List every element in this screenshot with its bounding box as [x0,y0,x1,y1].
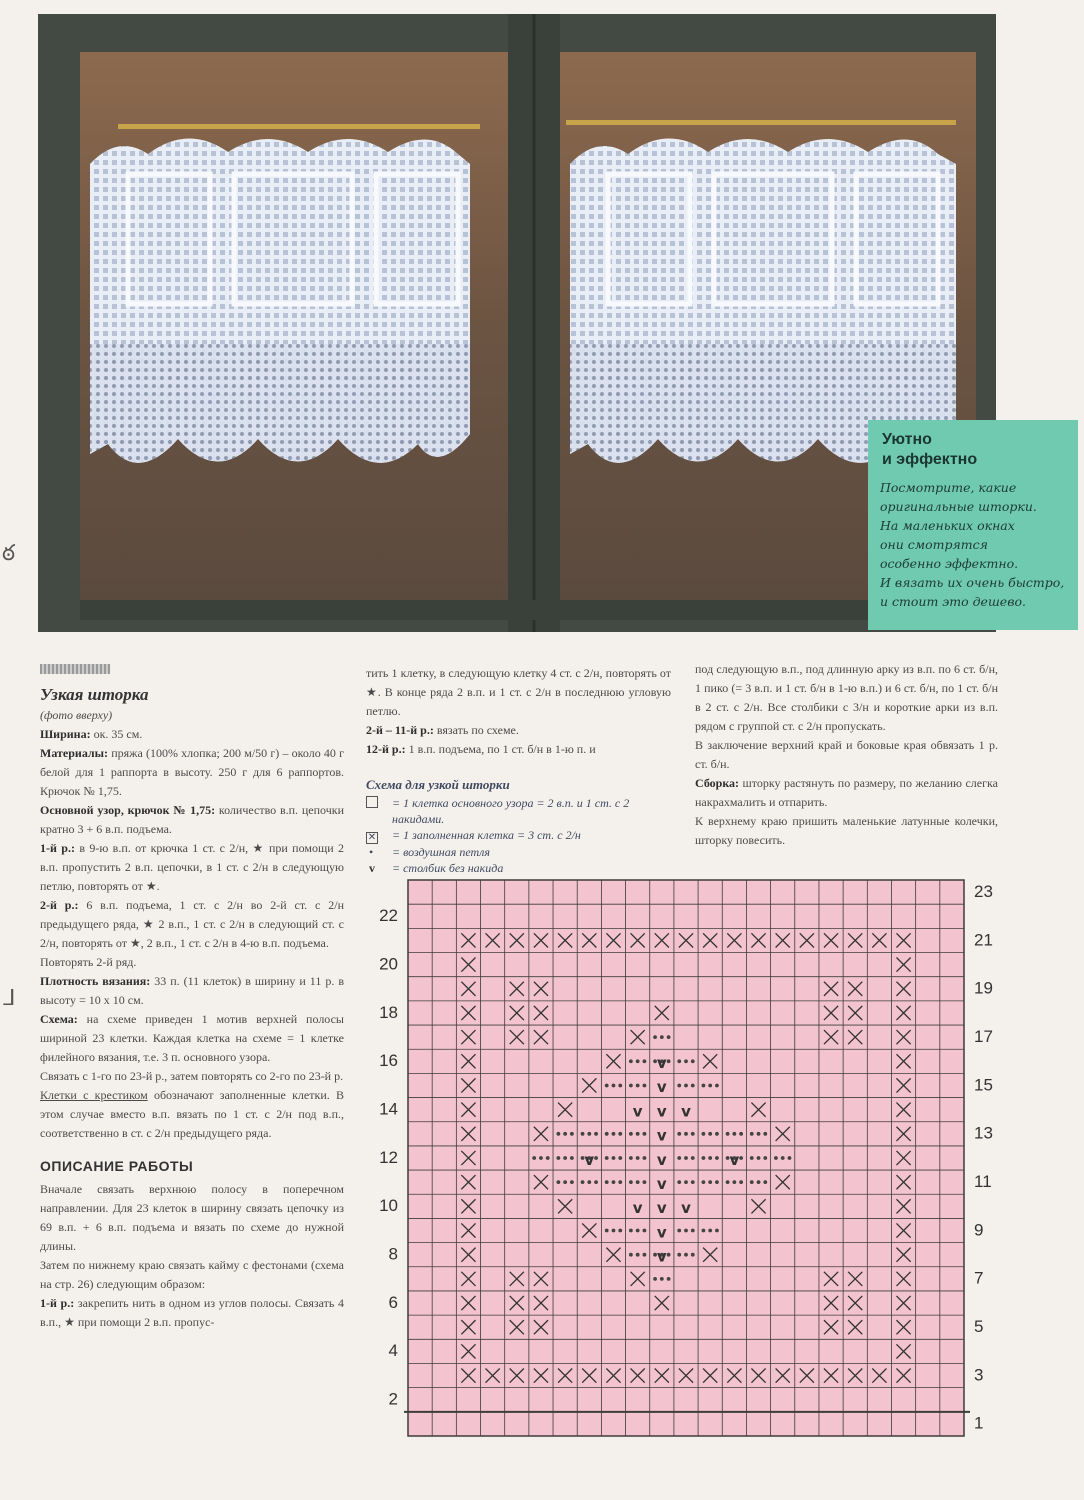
article-title: Узкая шторка [40,685,149,704]
row-label-left: 8 [388,1244,398,1264]
label: Ширина: [40,727,91,741]
paragraph [366,740,671,759]
chain-dot-mark [691,1253,695,1257]
chain-dot-mark [556,1132,560,1136]
chain-dot-mark [643,1132,647,1136]
chain-dot-mark [684,1156,688,1160]
chain-dot-mark [781,1156,785,1160]
row-label-right: 21 [974,930,993,950]
chain-dot-mark [653,1277,657,1281]
chain-dot-mark [612,1132,616,1136]
chain-dot-mark [708,1156,712,1160]
crochet-chart [362,870,1002,1445]
article-subtitle: (фото вверху) [40,708,113,722]
chain-dot-mark [715,1180,719,1184]
callout-title [882,430,1066,470]
chain-dot-mark [702,1156,706,1160]
chain-dot-mark [618,1229,622,1233]
sc-v-mark: v [656,1126,667,1145]
chain-dot-mark [636,1084,640,1088]
chain-dot-mark [667,1277,671,1281]
chain-dot-mark [563,1132,567,1136]
paragraph [40,744,344,801]
sc-v-mark: v [681,1102,691,1121]
chain-dot-mark [684,1059,688,1063]
sc-v-mark: v [656,1102,667,1121]
label: Сборка: [695,776,740,790]
chain-dot-mark [667,1035,671,1039]
paragraph [695,774,998,812]
chain-dot-mark [618,1180,622,1184]
sc-v-mark: v [681,1199,691,1218]
curtain-photo [38,14,996,632]
chain-dot-mark [587,1132,591,1136]
chain-dot-mark [732,1132,736,1136]
chain-dot-mark [691,1132,695,1136]
chain-dot-mark [684,1229,688,1233]
sc-v-mark: v [729,1150,740,1169]
paragraph: К верхнему краю пришить маленькие латунные колечки, шторку повесить. [695,814,998,847]
chain-dot-mark [636,1253,640,1257]
chain-dot-mark [612,1084,616,1088]
chain-dot-mark [702,1132,706,1136]
chain-dot-mark [605,1180,609,1184]
chain-dot-mark [643,1084,647,1088]
paragraph [40,725,344,744]
value: 33 п. (11 клеток) в ширину и 11 р. в высоту = 10 х 10 см. [40,974,344,1007]
chain-dot-mark [667,1059,671,1063]
chain-dot-mark [757,1156,761,1160]
chain-dot-mark [643,1180,647,1184]
v-icon: v [369,861,375,875]
row-label-right: 1 [974,1413,984,1433]
chain-dot-mark [691,1229,695,1233]
value: ок. 35 см. [90,727,143,741]
row-label-left: 10 [379,1196,398,1216]
chain-dot-mark [629,1156,633,1160]
chain-dot-mark [715,1084,719,1088]
chain-dot-mark [629,1180,633,1184]
paragraph [366,721,671,740]
chain-dot-mark [757,1180,761,1184]
paragraph [40,801,344,839]
label: 1-й р.: [40,841,75,855]
chain-dot-mark [677,1253,681,1257]
chain-dot-mark [636,1229,640,1233]
paragraph [40,1010,344,1067]
value: закрепить нить в одном из углов полосы. Связать 4 в.п., ★ при помощи 2 в.п. пропус- [40,1296,344,1329]
callout-title-line: и эффектно [882,451,978,468]
article-column-2 [366,664,671,876]
row-label-left: 20 [379,954,398,974]
value: 1 в.п. подъема, по 1 ст. б/н в 1-ю п. и [405,742,596,756]
chart-legend [366,777,671,876]
chain-dot-mark [532,1156,536,1160]
chain-dot-mark [702,1229,706,1233]
row-label-right: 9 [974,1220,984,1240]
chain-dot-mark [684,1180,688,1184]
callout-text-line: особенно эффектно. [880,556,1019,571]
label: 2-й – 11-й р.: [366,723,434,737]
legend-item [366,795,671,827]
chain-dot-mark [739,1132,743,1136]
label: Плотность вязания: [40,974,151,988]
chain-dot-mark [629,1059,633,1063]
callout-text-line: И вязать их очень быстро, [880,575,1065,590]
chain-dot-mark [691,1084,695,1088]
value: обозначают заполненные клетки. В этом случае вместо в.п. вязать по 1 ст. с 2/н под в.п., соответственно в ст. с 2/н предыдущего ряда. [40,1088,344,1140]
row-label-left: 16 [379,1051,398,1071]
row-label-right: 13 [974,1123,993,1143]
row-label-left: 2 [388,1389,398,1409]
chain-dot-mark [726,1180,730,1184]
paragraph: тить 1 клетку, в следующую клетку 4 ст. с 2/н, повторять от ★. В конце ряда 2 в.п. и 1 ст. с 2/н в последнюю угловую петлю. [366,666,671,718]
label: Схема: [40,1012,78,1026]
legend-text: = 1 клетка основного узора = 2 в.п. и 1 ст. с 2 накидами. [392,796,630,826]
chain-dot-mark [570,1132,574,1136]
paragraph: Связать с 1-го по 23-й р., затем повторять со 2-го по 23-й р. [40,1069,344,1083]
chain-dot-mark [581,1132,585,1136]
chain-dot-mark [677,1229,681,1233]
chain-dot-mark [636,1132,640,1136]
chain-dot-mark [643,1229,647,1233]
chain-dot-mark [763,1180,767,1184]
value: пряжа (100% хлопка; 200 м/50 г) – около 40 г белой для 1 раппорта в высоту. 250 г для 6 раппортов. Крючок № 1,75. [40,746,344,798]
chain-dot-mark [556,1156,560,1160]
row-label-right: 19 [974,978,993,998]
chain-dot-mark [556,1180,560,1184]
chain-dot-mark [691,1180,695,1184]
chain-dot-mark [732,1180,736,1184]
paragraph: под следующую в.п., под длинную арку из в.п. по 6 ст. б/н, 1 пико (= 3 в.п. и 1 ст. б/н в 1-ю в.п.) и 6 ст. б/н, по 1 ст. б/н в 2 ст. с 2/н. Все столбики с 3/н и короткие арки из в.п. рядом с группой ст. с 2/н пропускать. [695,662,998,733]
legend-item [366,844,671,860]
label: 2-й р.: [40,898,79,912]
callout-title-line: Уютно [882,431,932,448]
chain-dot-mark [594,1156,598,1160]
chain-dot-mark [605,1132,609,1136]
chain-dot-mark [563,1180,567,1184]
empty-cell-icon [366,795,392,811]
row-label-left: 12 [379,1147,398,1167]
chain-dot-mark [546,1156,550,1160]
chain-dot-mark [581,1180,585,1184]
value: количество в.п. цепочки кратно 3 + 6 в.п. подъема. [40,803,344,836]
chain-dot-mark [739,1156,743,1160]
sc-v-mark: v [632,1199,643,1218]
chain-dot-mark [763,1132,767,1136]
callout-text [880,478,1066,611]
chain-dot-mark [636,1156,640,1160]
callout-text-line: они смотрятся [880,537,988,552]
chain-dot-mark [715,1156,719,1160]
chain-dot-mark [636,1180,640,1184]
row-label-right: 3 [974,1365,984,1385]
sc-v-mark: v [584,1150,595,1169]
chain-dot-mark [684,1253,688,1257]
chain-dot-mark [612,1229,616,1233]
chain-dot-mark [750,1180,754,1184]
paragraph: Повторять 2-й ряд. [40,955,137,969]
chain-dot-mark [605,1156,609,1160]
chain-dot-mark [570,1156,574,1160]
chain-dot-mark [629,1253,633,1257]
chain-dot-mark [539,1156,543,1160]
paragraph: Затем по нижнему краю связать кайму с фестонами (схема на стр. 26) следующим образом: [40,1258,344,1291]
chain-dot-mark [684,1084,688,1088]
sc-v-mark: v [656,1078,667,1097]
filled-cell-icon: ✕ [367,832,377,843]
paragraph: В заключение верхний край и боковые края обвязать 1 р. ст. б/н. [695,738,998,771]
chain-dot-mark [618,1084,622,1088]
value: 6 в.п. подъема, 1 ст. с 2/н во 2-й ст. с 2/н предыдущего ряда, ★ 2 в.п., 1 ст. с 2/н в следующий ст. с 2/н, повторять от ★, 2 в.п., 1 ст. с 2/н в 4-ю в.п. подъема. [40,898,344,950]
chain-dot-mark [612,1156,616,1160]
label: Клетки с крестиком [40,1088,148,1102]
chain-dot-mark [708,1132,712,1136]
margin-mark: ఠ [2,540,16,565]
row-label-left: 6 [388,1292,398,1312]
chain-dot-mark [594,1132,598,1136]
chain-dot-mark [563,1156,567,1160]
row-label-left: 18 [379,1002,398,1022]
legend-text: = воздушная петля [392,845,490,859]
chain-dot-mark [774,1156,778,1160]
chain-dot-mark [667,1253,671,1257]
chain-dot-mark [677,1180,681,1184]
legend-text: = 1 заполненная клетка = 3 ст. с 2/н [392,828,581,842]
chain-dot-mark [618,1132,622,1136]
chain-dot-mark [708,1180,712,1184]
chain-dot-mark [605,1229,609,1233]
value: в 9-ю в.п. от крючка 1 ст. с 2/н, ★ при помощи 2 в.п. пропустить 2 в.п. цепочки, в 1 ст. с 2/н в следующую петлю, повторять от ★. [40,841,344,893]
chain-dot-mark [629,1084,633,1088]
chain-dot-mark [605,1084,609,1088]
chain-dot-mark [677,1084,681,1088]
chain-dot-mark [677,1132,681,1136]
sc-v-mark: v [656,1199,667,1218]
dot-icon: • [366,845,374,859]
paragraph [40,839,344,896]
callout-box [868,420,1078,630]
chain-dot-mark [757,1132,761,1136]
section-heading: ОПИСАНИЕ РАБОТЫ [40,1158,194,1174]
row-label-right: 17 [974,1026,993,1046]
chain-dot-mark [677,1156,681,1160]
label: Основной узор, крючок № 1,75: [40,803,216,817]
chain-dot-mark [702,1180,706,1184]
chain-dot-mark [715,1132,719,1136]
chain-dot-mark [618,1156,622,1160]
chain-dot-mark [708,1229,712,1233]
paragraph [40,1086,344,1143]
callout-text-line: оригинальные шторки. [880,499,1037,514]
chain-dot-mark [739,1180,743,1184]
sc-v-mark: v [656,1223,667,1242]
value: на схеме приведен 1 мотив верхней полосы шириной 23 клетки. Каждая клетка на схеме = 1 клетке филейного вязания, т.е. 3 п. основного узора. [40,1012,344,1064]
chain-dot-mark [629,1132,633,1136]
callout-text-line: Посмотрите, какие [880,480,1017,495]
section-tab [40,664,110,674]
chain-dot-mark [750,1156,754,1160]
sc-v-mark: v [656,1054,667,1073]
paragraph [40,1294,344,1332]
sc-v-mark: v [656,1174,667,1193]
sc-v-mark: v [632,1102,643,1121]
chain-dot-mark [788,1156,792,1160]
chain-dot-mark [691,1059,695,1063]
legend-text: = столбик без накида [392,861,504,875]
sc-v-mark: v [656,1150,667,1169]
chain-dot-mark [594,1180,598,1184]
article-column-3 [695,660,998,850]
chain-dot-mark [702,1084,706,1088]
chain-dot-mark [629,1229,633,1233]
value: шторку растянуть по размеру, по желанию слегка накрахмалить и отпарить. [695,776,998,809]
label: 12-й р.: [366,742,406,756]
chain-dot-mark [763,1156,767,1160]
row-label-left: 22 [379,906,398,926]
chain-dot-mark [643,1059,647,1063]
chain-dot-mark [708,1084,712,1088]
chain-dot-mark [643,1156,647,1160]
chain-dot-mark [660,1277,664,1281]
paragraph [40,896,344,953]
chain-dot-mark [643,1253,647,1257]
row-label-left: 14 [379,1099,398,1119]
callout-text-line: На маленьких окнах [880,518,1015,533]
margin-mark: ᒧ [2,985,16,1010]
chain-dot-mark [636,1059,640,1063]
chain-dot-mark [612,1180,616,1184]
row-label-right: 15 [974,1075,993,1095]
label: Материалы: [40,746,109,760]
chain-dot-mark [653,1035,657,1039]
chain-dot-mark [750,1132,754,1136]
chain-dot-mark [570,1180,574,1184]
row-label-right: 11 [974,1172,992,1192]
callout-text-line: и стоит это дешево. [880,594,1026,609]
chain-dot-mark [677,1059,681,1063]
paragraph [40,972,344,1010]
chain-dot-mark [587,1180,591,1184]
row-label-right: 5 [974,1317,984,1337]
row-label-right: 23 [974,881,993,901]
sc-v-mark: v [656,1247,667,1266]
chain-dot-mark [726,1132,730,1136]
paragraph: Вначале связать верхнюю полосу в поперечном направлении. Для 23 клеток в ширину связать цепочку из 69 в.п. + 6 в.п. подъема и вязать по схеме до нужной длины. [40,1182,344,1253]
row-label-right: 7 [974,1268,984,1288]
chain-dot-mark [715,1229,719,1233]
legend-item [366,827,671,844]
chain-dot-mark [660,1035,664,1039]
article-column-1 [40,664,344,1332]
row-label-left: 4 [388,1341,398,1361]
chain-dot-mark [684,1132,688,1136]
chain-dot-mark [691,1156,695,1160]
label: 1-й р.: [40,1296,75,1310]
legend-title: Схема для узкой шторки [366,777,510,792]
value: вязать по схеме. [433,723,519,737]
